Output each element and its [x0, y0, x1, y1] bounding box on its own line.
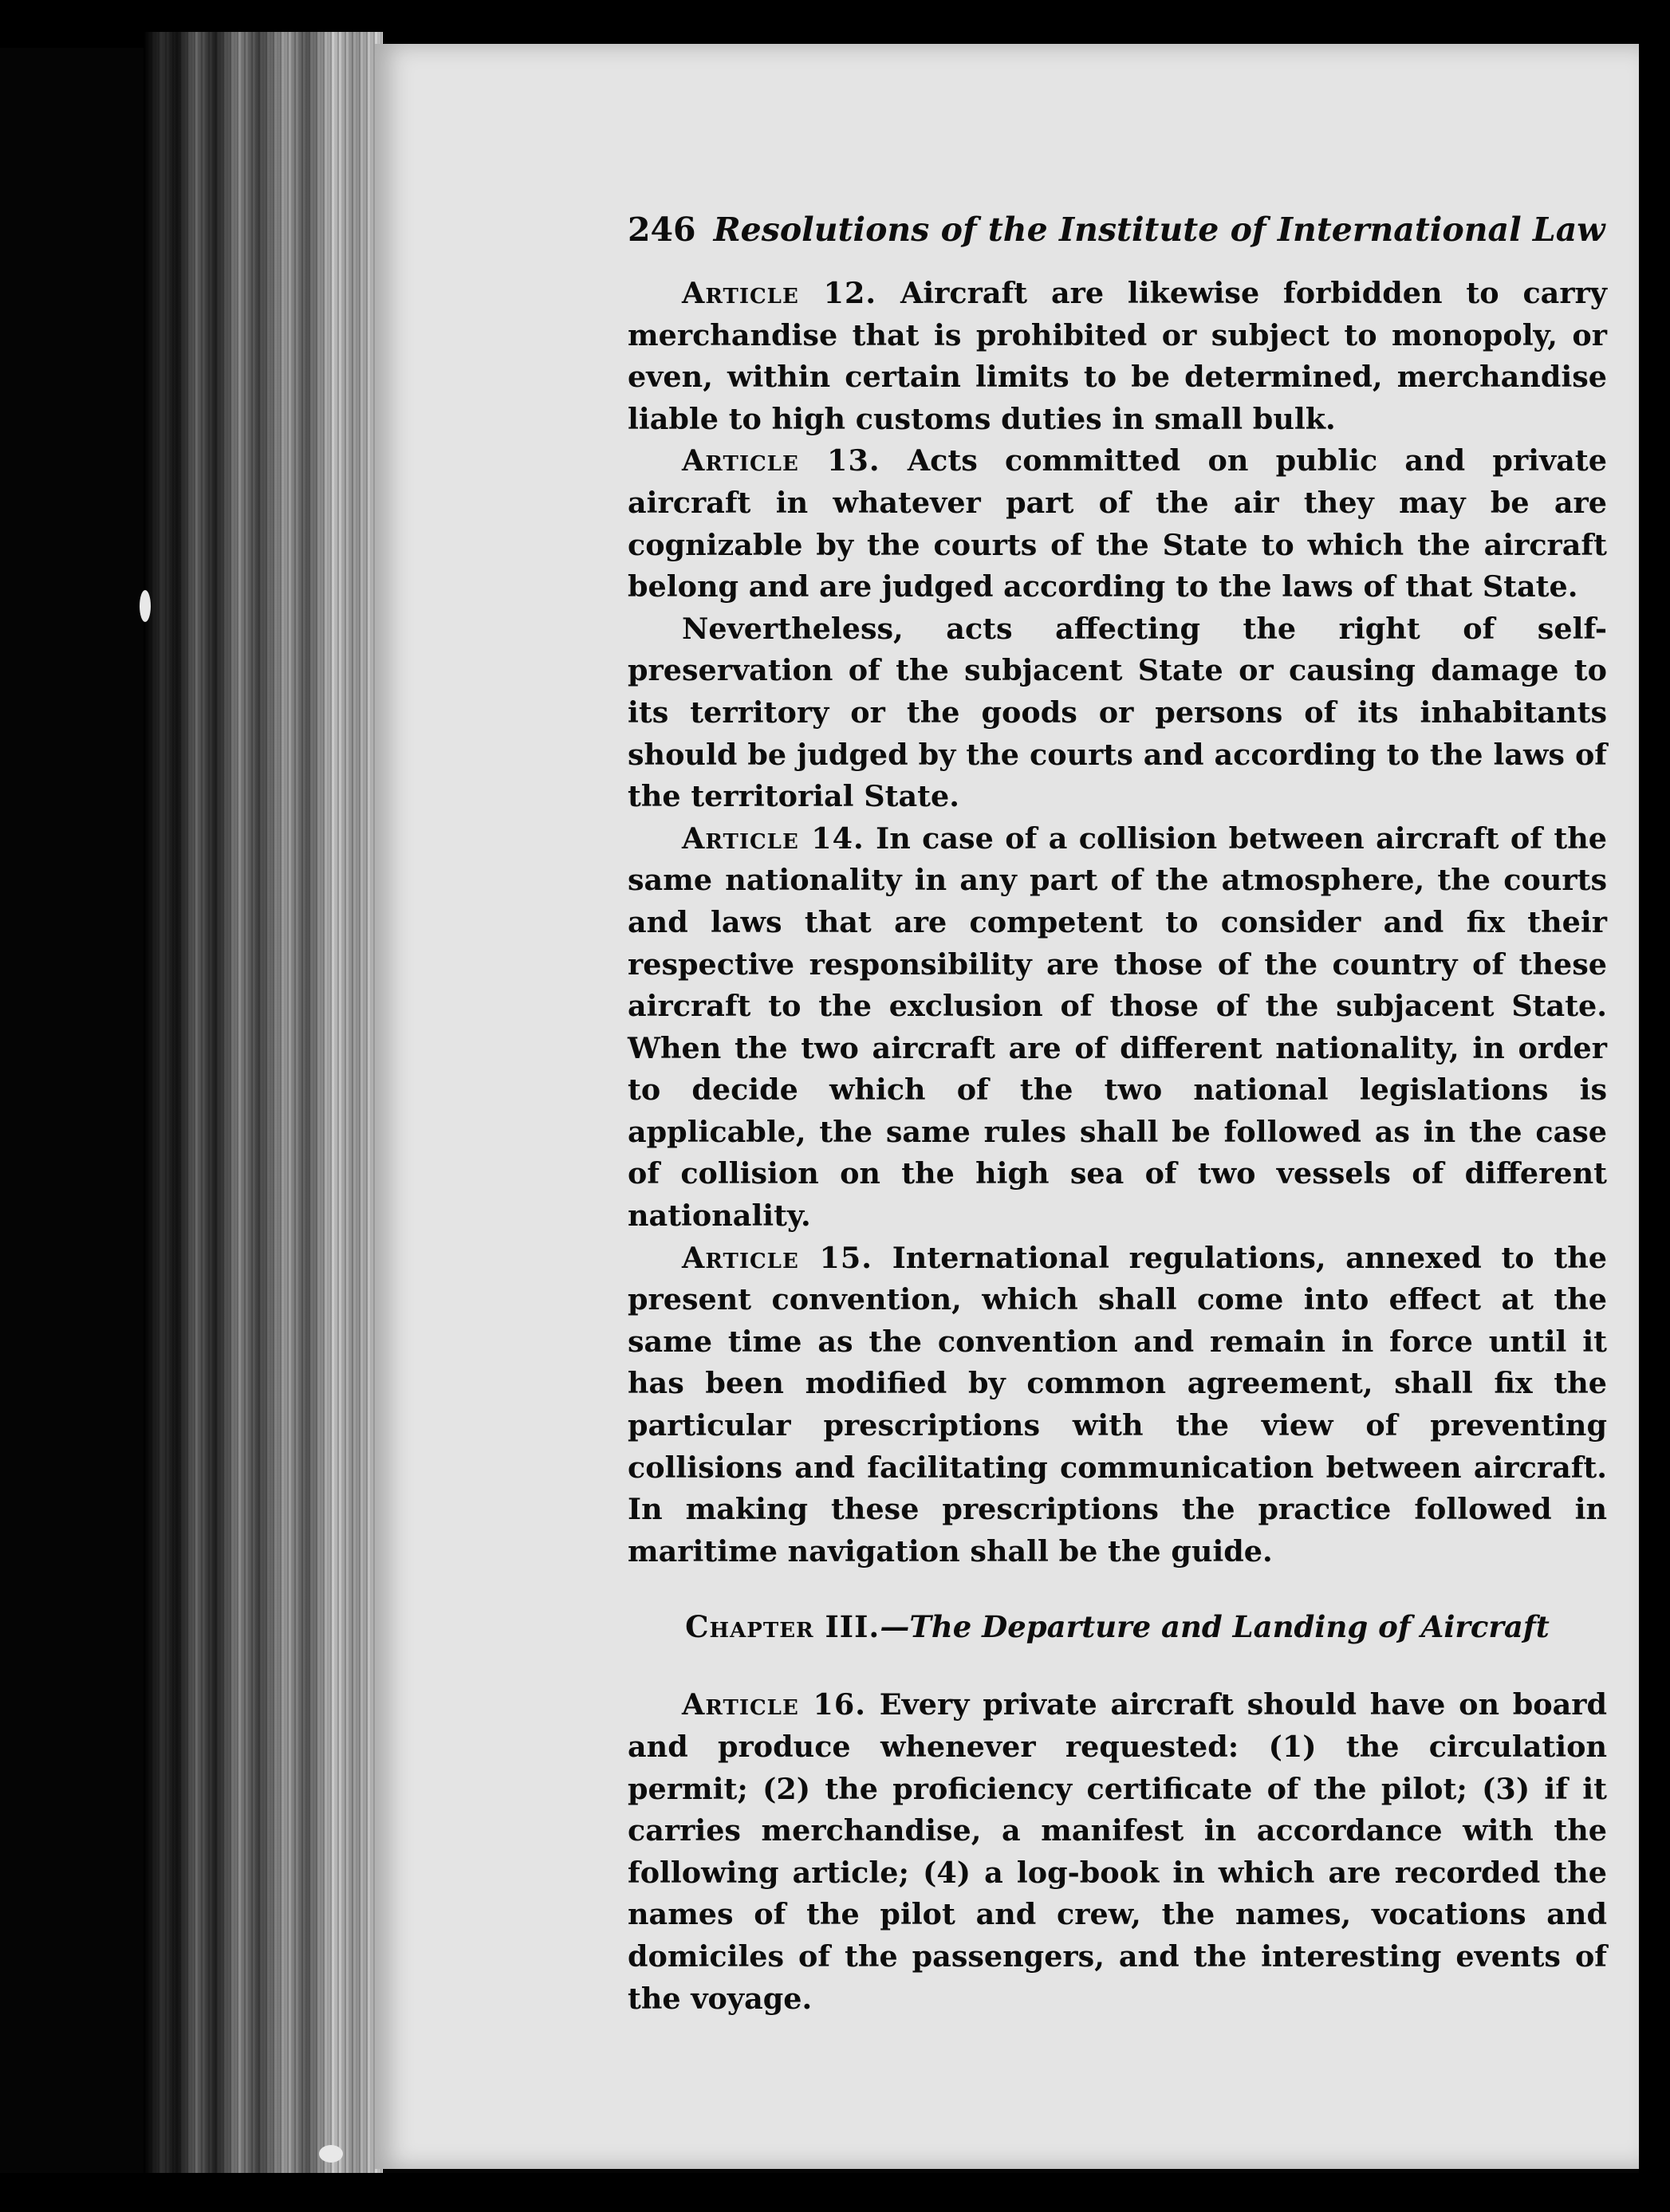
paragraph-text: Nevertheless, acts affecting the right of self-preservation of the subjacent State or causing damage to its territory or the goods or persons of its inhabitants should be judged by the courts and according to the laws of the territorial State.: [628, 611, 1607, 814]
article-13-continued: [628, 608, 1607, 818]
chapter-heading: [628, 1606, 1607, 1647]
article-14: [628, 818, 1607, 1238]
spine-texture: [144, 32, 383, 2177]
article-text: Acts committed on public and private aircraft in whatever part of the air they may be are cognizable by the courts of the State to which the aircraft belong and are judged according to the laws of that State.: [628, 443, 1607, 604]
chapter-label: Chapter III.: [685, 1609, 880, 1645]
scan-border-bottom: [0, 2173, 1670, 2212]
article-12: [628, 273, 1607, 440]
running-title: Resolutions of the Institute of International Law: [713, 211, 1605, 249]
article-label: Article 14.: [682, 821, 865, 856]
article-label: Article 12.: [682, 276, 877, 310]
article-text: Aircraft are likewise forbidden to carry merchandise that is prohibited or subject to monopoly, or even, within certain limits to be determined, merchandise liable to high customs duties in small bulk.: [628, 276, 1607, 436]
article-15: [628, 1238, 1607, 1573]
article-text: Every private aircraft should have on board and produce whenever requested: (1) the circulation permit; (2) the proficiency certificate of the pilot; (3) if it carries merchandise, a manifest in accordance with the following article; (4) a log-book in which are recorded the names of the pilot and crew, the names, vocations and domiciles of the passengers, and the interesting events of the voyage.: [628, 1687, 1607, 2016]
page-text: [628, 209, 1607, 2020]
article-label: Article 16.: [682, 1687, 867, 1722]
chapter-title: —The Departure and Landing of Aircraft: [880, 1609, 1550, 1645]
article-label: Article 15.: [682, 1240, 872, 1275]
article-13: [628, 440, 1607, 608]
article-text: In case of a collision between aircraft of the same nationality in any part of the atmosphere, the courts and laws that are competent to consider and fix their respective responsibility are those of the country of these aircraft to the exclusion of those of the subjacent State. When the two aircraft are of different nationality, in order to decide which of the two national legislations is applicable, the same rules shall be followed as in the case of collision on the high sea of two vessels of different nationality.: [628, 821, 1607, 1234]
dust-speck: [140, 590, 151, 622]
article-label: Article 13.: [682, 443, 880, 478]
dust-speck: [319, 2145, 343, 2163]
article-text: International regulations, annexed to the present convention, which shall come into effect at the same time as the convention and remain in force until it has been modified by common agreement, shall fix the particular prescriptions with the view of preventing collisions and facilitating communication between aircraft. In making these prescriptions the practice followed in maritime navigation shall be the guide.: [628, 1240, 1607, 1568]
scan-border-right: [1639, 0, 1670, 2212]
page-number: 246: [628, 211, 696, 249]
article-16: [628, 1684, 1607, 2020]
running-head: [628, 209, 1607, 250]
